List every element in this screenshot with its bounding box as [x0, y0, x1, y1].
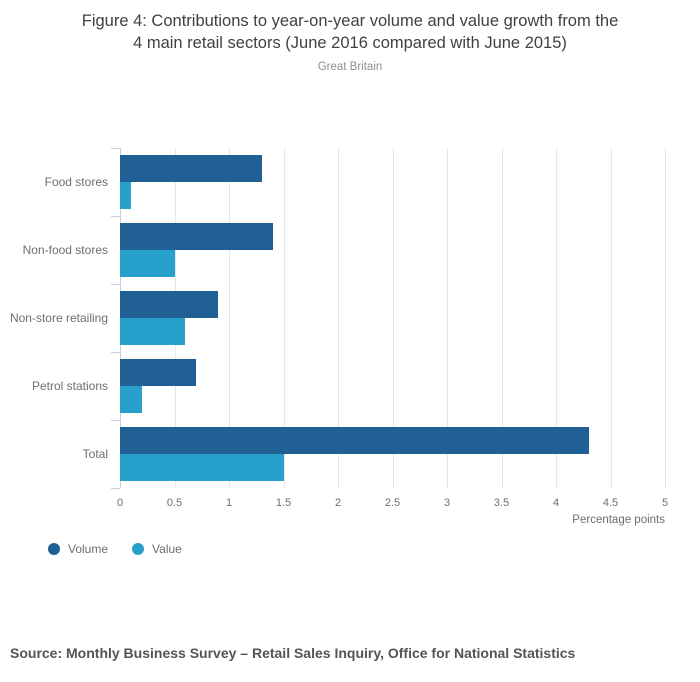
- bar-group-non-food-stores: [120, 216, 665, 284]
- chart-title-line-2: 4 main retail sectors (June 2016 compared with June 2015): [133, 34, 567, 52]
- gridline-x-5: [665, 148, 666, 488]
- source-note: Source: Monthly Business Survey – Retail Sales Inquiry, Office for National Statistics: [10, 645, 576, 661]
- x-axis-title: Percentage points: [572, 514, 665, 526]
- bar-volume-food-stores[interactable]: [120, 155, 262, 182]
- category-tick: [111, 352, 120, 353]
- x-tick-label-0: 0: [116, 497, 124, 509]
- x-tick-label-2: 2: [334, 497, 342, 509]
- bar-group-food-stores: [120, 148, 665, 216]
- volume-series-marker: [48, 543, 60, 555]
- category-label-non-store-retailing: Non-store retailing: [9, 311, 108, 325]
- chart-title: [20, 10, 680, 54]
- chart-subtitle: Great Britain: [317, 61, 383, 73]
- category-tick: [111, 420, 120, 421]
- legend-item-volume[interactable]: [48, 542, 108, 556]
- bar-group-petrol-stations: [120, 352, 665, 420]
- x-tick-label-1: 1: [225, 497, 233, 509]
- legend-item-value[interactable]: [132, 542, 182, 556]
- category-tick: [111, 284, 120, 285]
- bar-value-non-food-stores[interactable]: [120, 250, 175, 277]
- x-tick-label-4: 4: [552, 497, 560, 509]
- bar-group-non-store-retailing: [120, 284, 665, 352]
- category-label-food-stores: Food stores: [44, 175, 108, 189]
- x-tick-label-2.5: 2.5: [384, 497, 401, 509]
- plot-area: [9, 148, 665, 488]
- x-tick-label-4.5: 4.5: [602, 497, 619, 509]
- category-tick: [111, 148, 120, 149]
- bar-group-total: [120, 420, 665, 488]
- category-tick: [111, 488, 120, 489]
- x-tick-label-5: 5: [661, 497, 669, 509]
- x-tick-label-1.5: 1.5: [275, 497, 292, 509]
- legend-label-volume: Volume: [68, 542, 109, 556]
- category-label-petrol-stations: Petrol stations: [31, 379, 108, 393]
- bar-volume-non-food-stores[interactable]: [120, 223, 273, 250]
- x-tick-label-3.5: 3.5: [493, 497, 510, 509]
- x-tick-label-3: 3: [443, 497, 451, 509]
- bar-volume-petrol-stations[interactable]: [120, 359, 196, 386]
- chart-title-line-1: Figure 4: Contributions to year-on-year volume and value growth from the: [81, 12, 619, 30]
- category-tick: [111, 216, 120, 217]
- category-label-total: Total: [82, 447, 108, 461]
- bar-volume-total[interactable]: [120, 427, 589, 454]
- bar-volume-non-store-retailing[interactable]: [120, 291, 218, 318]
- value-series-marker: [132, 543, 144, 555]
- bar-value-non-store-retailing[interactable]: [120, 318, 185, 345]
- legend-label-value: Value: [152, 542, 182, 556]
- category-label-non-food-stores: Non-food stores: [22, 243, 108, 257]
- bar-value-food-stores[interactable]: [120, 182, 131, 209]
- bar-value-total[interactable]: [120, 454, 284, 481]
- bar-value-petrol-stations[interactable]: [120, 386, 142, 413]
- x-tick-label-0.5: 0.5: [166, 497, 183, 509]
- legend: [48, 542, 182, 556]
